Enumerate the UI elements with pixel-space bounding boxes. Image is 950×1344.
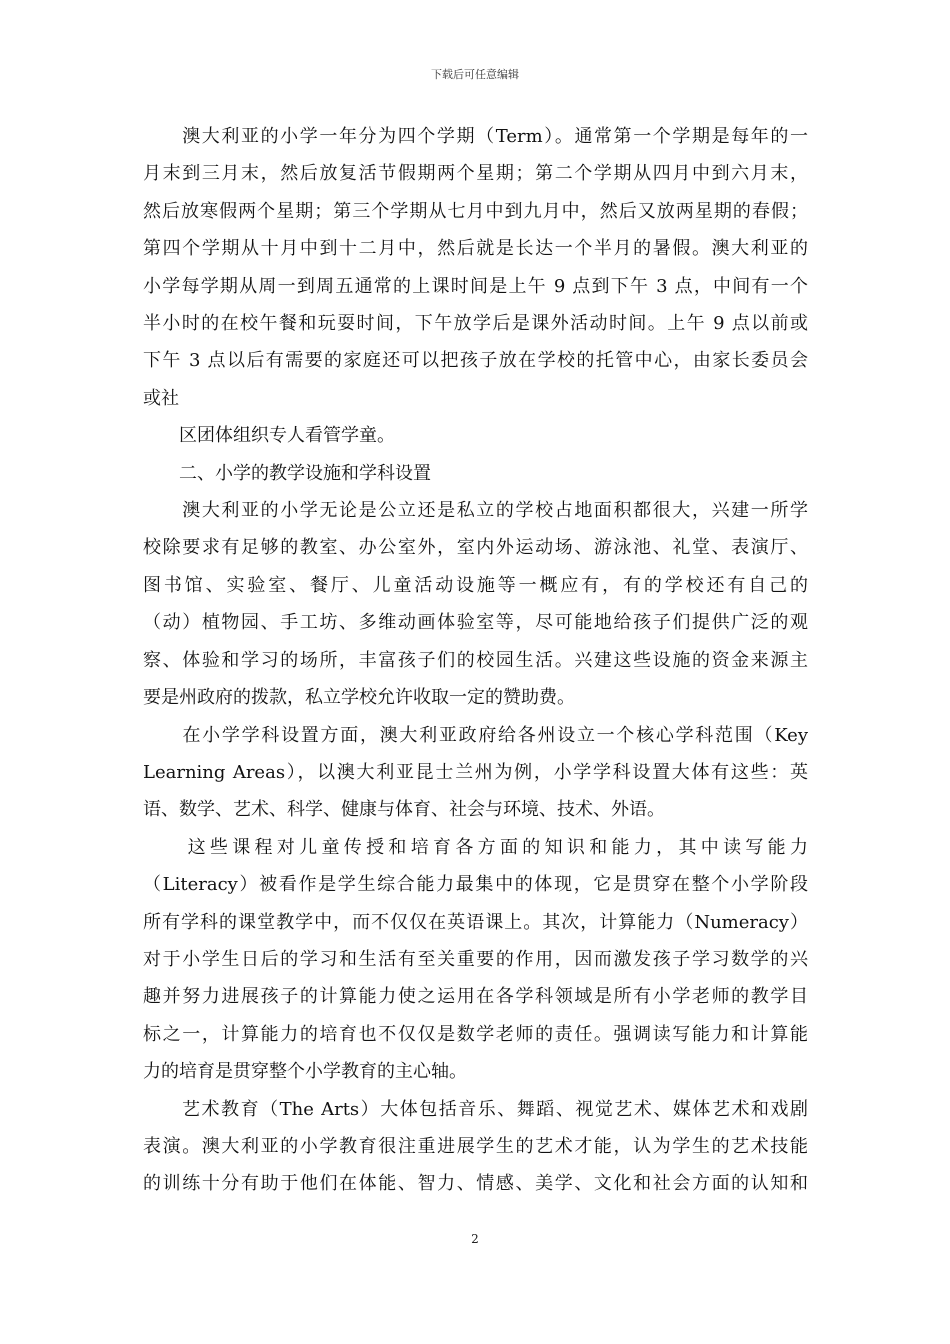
text-line: 要是州政府的拨款，私立学校允许收取一定的赞助费。 [143, 687, 575, 709]
text-line: Learning Areas），以澳大利亚昆士兰州为例，小学学科设置大体有这些：英 [143, 761, 808, 783]
text-line: 察、体验和学习的场所，丰富孩子们的校园生活。兴建这些设施的资金来源主 [143, 649, 808, 671]
text-line: 表演。澳大利亚的小学教育很注重进展学生的艺术才能，认为学生的艺术技能 [143, 1135, 808, 1157]
text-line: 这些课程对儿童传授和培育各方面的知识和能力，其中读写能力 [143, 836, 808, 858]
text-line: （Literacy）被看作是学生综合能力最集中的体现，它是贯穿在整个小学阶段 [143, 874, 808, 896]
text-line: 下午 3 点以后有需要的家庭还可以把孩子放在学校的托管中心，由家长委员会 [143, 350, 808, 372]
text-line: 小学每学期从周一到周五通常的上课时间是上午 9 点到下午 3 点，中间有一个 [143, 275, 808, 297]
text-line: 趣并努力进展孩子的计算能力使之运用在各学科领域是所有小学老师的教学目 [143, 986, 808, 1008]
text-line: 对于小学生日后的学习和生活有至关重要的作用，因而激发孩子学习数学的兴 [143, 948, 808, 970]
text-line: 的训练十分有助于他们在体能、智力、情感、美学、文化和社会方面的认知和 [143, 1173, 808, 1195]
text-line: 在小学学科设置方面，澳大利亚政府给各州设立一个核心学科范围（Key [143, 724, 808, 746]
text-line: 力的培育是贯穿整个小学教育的主心轴。 [143, 1061, 467, 1083]
text-line: 然后放寒假两个星期；第三个学期从七月中到九月中，然后又放两星期的春假； [143, 200, 808, 222]
text-line: 校除要求有足够的教室、办公室外，室内外运动场、游泳池、礼堂、表演厅、 [143, 537, 808, 559]
text-line: 艺术教育（The Arts）大体包括音乐、舞蹈、视觉艺术、媒体艺术和戏剧 [143, 1098, 808, 1120]
text-line: 月末到三月末，然后放复活节假期两个星期；第二个学期从四月中到六月末， [143, 163, 808, 185]
text-line: 图书馆、实验室、餐厅、儿童活动设施等一概应有，有的学校还有自己的 [143, 574, 808, 596]
section-heading: 二、小学的教学设施和学科设置 [143, 462, 431, 484]
document-body [143, 118, 808, 1203]
text-line: 第四个学期从十月中到十二月中，然后就是长达一个半月的暑假。澳大利亚的 [143, 238, 808, 260]
text-line: 语、数学、艺术、科学、健康与体育、社会与环境、技术、外语。 [143, 799, 665, 821]
text-line: 所有学科的课堂教学中，而不仅仅在英语课上。其次，计算能力（Numeracy） [143, 911, 808, 933]
page-header: 下载后可任意编辑 [431, 68, 519, 81]
page-number: 2 [471, 1232, 479, 1246]
text-line: （动）植物园、手工坊、多维动画体验室等，尽可能地给孩子们提供广泛的观 [143, 612, 808, 634]
text-line: 区团体组织专人看管学童。 [143, 425, 395, 447]
text-line: 半小时的在校午餐和玩耍时间，下午放学后是课外活动时间。上午 9 点以前或 [143, 313, 808, 335]
text-line: 澳大利亚的小学一年分为四个学期（Term）。通常第一个学期是每年的一 [143, 126, 808, 147]
text-line: 或社 [143, 387, 179, 409]
text-line: 标之一，计算能力的培育也不仅仅是数学老师的责任。强调读写能力和计算能 [143, 1023, 808, 1045]
text-line: 澳大利亚的小学无论是公立还是私立的学校占地面积都很大，兴建一所学 [143, 500, 808, 522]
